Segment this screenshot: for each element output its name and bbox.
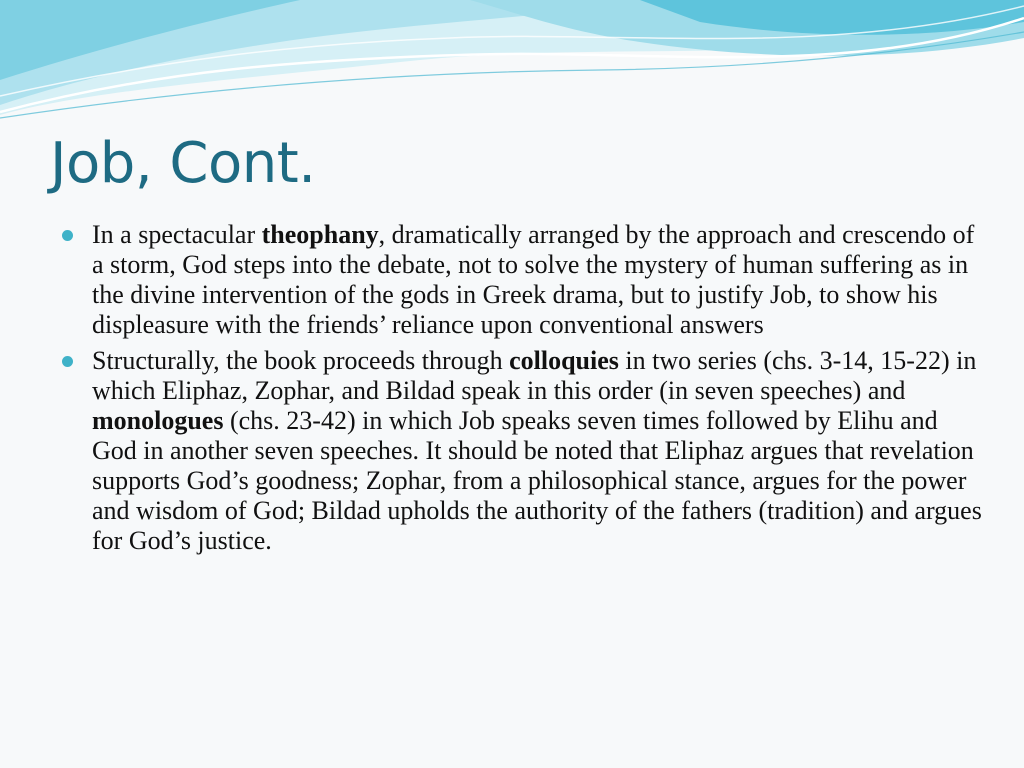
- bullet-item-theophany: [62, 220, 982, 340]
- bullet-dot-icon: [62, 230, 73, 241]
- bold-term-theophany: theophany: [261, 220, 379, 249]
- bullet-text: [92, 220, 982, 340]
- text-run: , dramatically arranged by the approach and crescendo of a storm, God steps into the debate, not to solve the mystery of human suffering as in the divine intervention of the gods in Greek drama, but to justify Job, to show his displeasure with the friends’ reliance upon conventional answers: [92, 220, 975, 339]
- text-run: Structurally, the book proceeds through: [92, 346, 510, 375]
- bullet-item-structure: [62, 346, 982, 556]
- bullet-dot-icon: [62, 356, 73, 367]
- text-run: In a spectacular: [92, 220, 262, 249]
- slide-title: Job, Cont.: [50, 131, 316, 196]
- text-run: in two series (chs. 3-14, 15-22) in which Eliphaz, Zophar, and Bildad speak in this order (in seven speeches) and: [92, 346, 977, 405]
- bullet-list: [62, 220, 982, 562]
- header-wave-decoration: [0, 0, 1024, 130]
- text-run: (chs. 23-42) in which Job speaks seven times followed by Elihu and God in another seven speeches. It should be noted that Eliphaz argues that revelation supports God’s goodness; Zophar, from a philosophical stance, argues for the power and wisdom of God; Bildad upholds the authority of the fathers (tradition) and argues for God’s justice.: [92, 406, 982, 555]
- bullet-text: [92, 346, 982, 556]
- bold-term-monologues: monologues: [92, 406, 224, 435]
- bold-term-colloquies: colloquies: [509, 346, 619, 375]
